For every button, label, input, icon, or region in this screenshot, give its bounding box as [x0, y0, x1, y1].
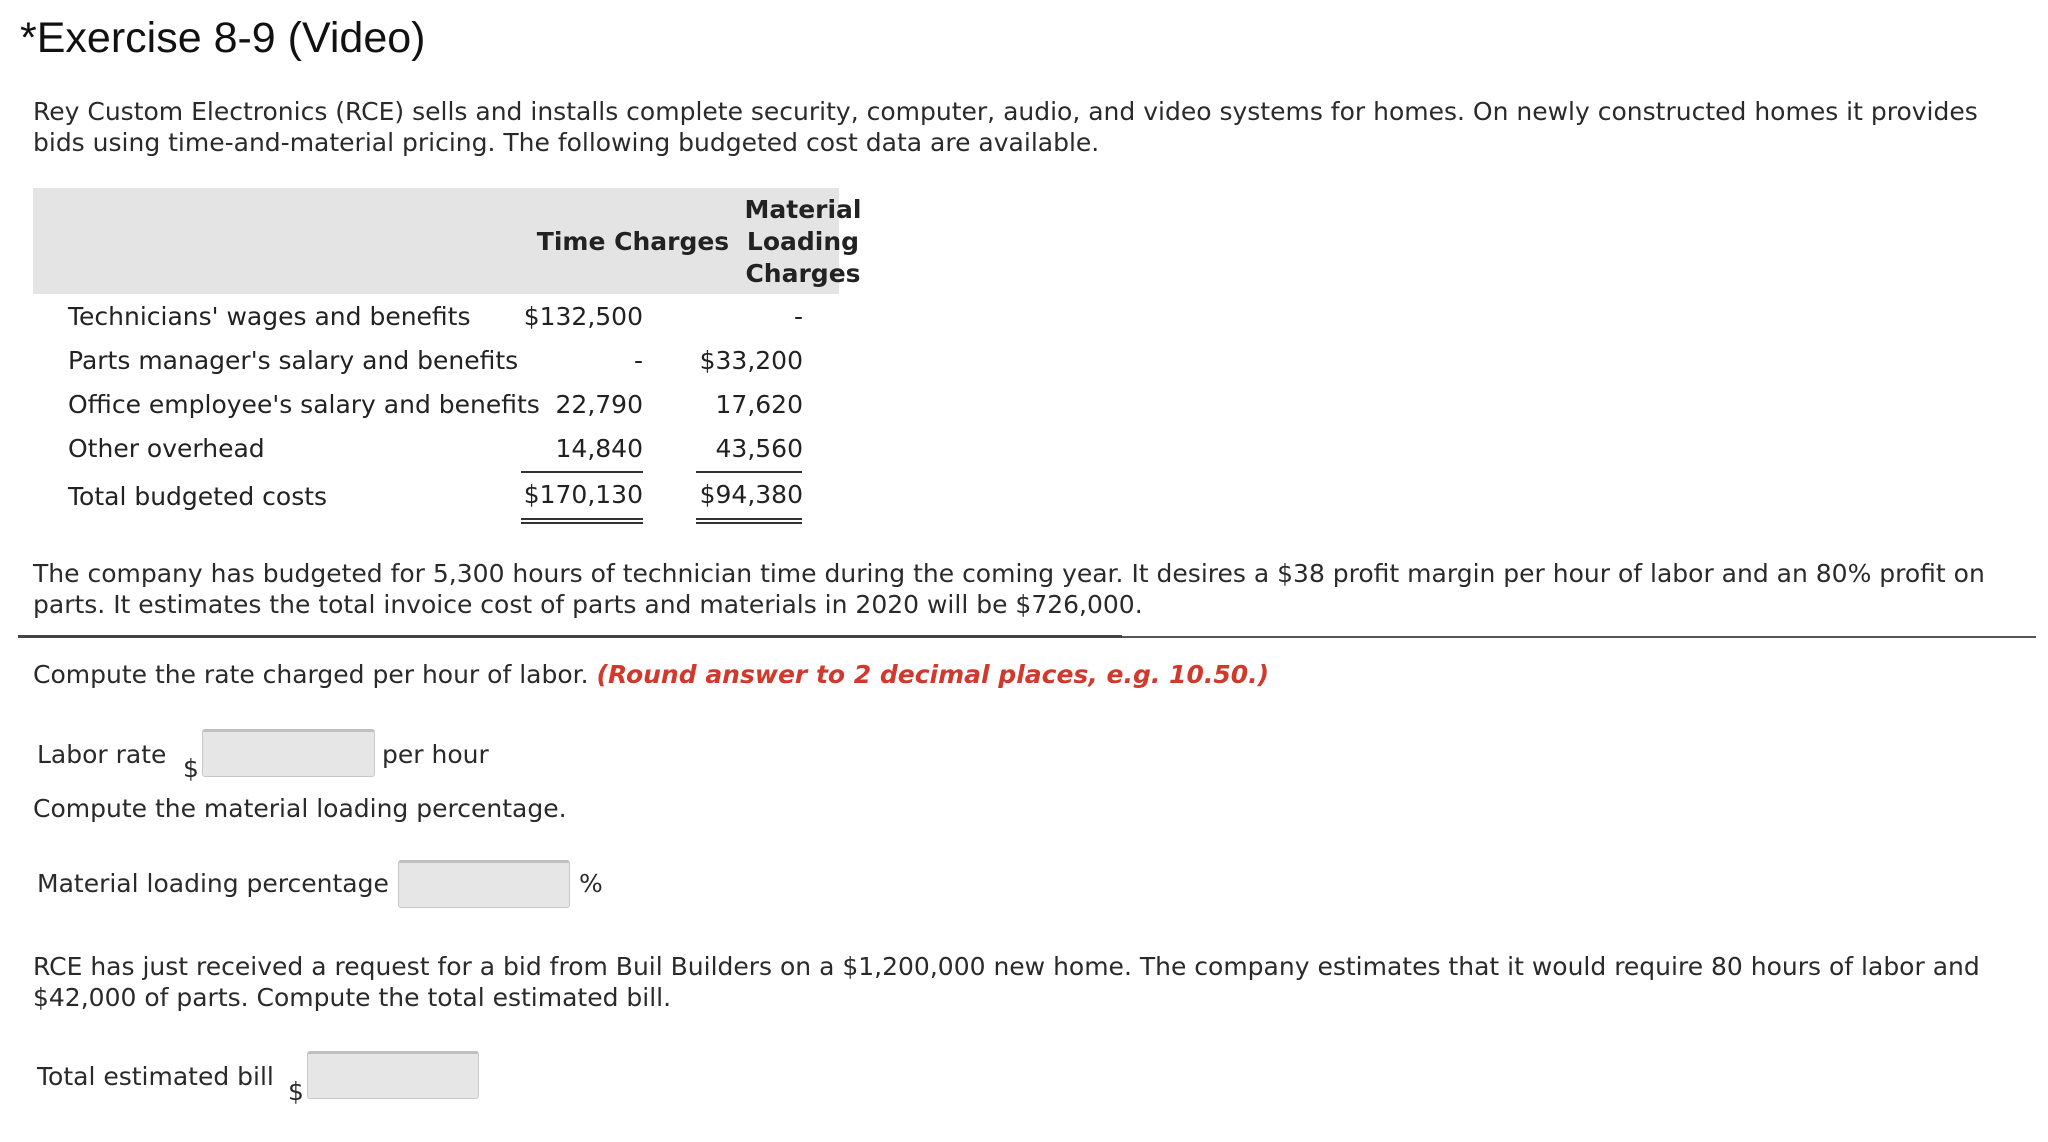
intro-paragraph: Rey Custom Electronics (RCE) sells and installs complete security, computer, audio, and video systems for homes. On newly constructed homes it provides bids using time-and-material pricing. The following budgeted cost data are available.	[33, 97, 1978, 157]
total-bill-label: Total estimated bill	[37, 1062, 274, 1091]
total-double-rule-time	[521, 518, 643, 524]
question-labor-rate	[33, 660, 1269, 689]
row-material-value: $33,200	[699, 346, 803, 375]
total-double-rule-material	[696, 518, 802, 524]
material-loading-input[interactable]	[398, 860, 570, 908]
row-material-value: -	[793, 302, 803, 331]
exercise-title: *Exercise 8-9 (Video)	[20, 14, 426, 62]
header-time-charges: Time Charges	[536, 227, 730, 256]
row-time-value: -	[633, 346, 643, 375]
header-material-loading-charges: Material Loading Charges	[744, 195, 862, 288]
subtotal-rule-material	[696, 471, 802, 473]
labor-rate-input[interactable]	[202, 729, 375, 777]
total-material-value: $94,380	[699, 480, 803, 509]
budget-table	[33, 188, 862, 528]
row-material-value: 17,620	[715, 390, 803, 419]
row-time-value: $132,500	[523, 302, 643, 331]
material-loading-unit: %	[579, 869, 603, 898]
total-time-value: $170,130	[523, 480, 643, 509]
budget-paragraph: The company has budgeted for 5,300 hours of technician time during the coming year. It desires a $38 profit margin per hour of labor and an 80% profit on parts. It estimates the total invoice cost of parts and materials in 2020 will be $726,000.	[33, 559, 1985, 619]
row-material-value: 43,560	[715, 434, 803, 463]
total-bill-currency: $	[288, 1077, 304, 1106]
row-time-value: 22,790	[555, 390, 643, 419]
subtotal-rule-time	[521, 471, 643, 473]
section-divider	[1122, 636, 2036, 638]
row-label: Technicians' wages and benefits	[68, 302, 471, 331]
section-divider	[18, 635, 1122, 638]
row-label: Parts manager's salary and benefits	[68, 346, 519, 375]
question-text: Compute the rate charged per hour of labor.	[33, 660, 589, 689]
table-header-row	[33, 188, 862, 294]
labor-rate-currency: $	[183, 754, 199, 783]
question-material-loading: Compute the material loading percentage.	[33, 794, 567, 823]
row-time-value: 14,840	[555, 434, 643, 463]
bid-paragraph: RCE has just received a request for a bid from Buil Builders on a $1,200,000 new home. The company estimates that it would require 80 hours of labor and $42,000 of parts. Compute the total estimated bill.	[33, 952, 1980, 1012]
row-label: Other overhead	[68, 434, 265, 463]
total-label: Total budgeted costs	[68, 482, 328, 511]
total-bill-input[interactable]	[307, 1051, 479, 1099]
labor-rate-unit: per hour	[382, 740, 489, 769]
material-loading-label: Material loading percentage	[37, 869, 389, 898]
rounding-note: (Round answer to 2 decimal places, e.g. 10.50.)	[596, 660, 1270, 689]
labor-rate-label: Labor rate	[37, 740, 167, 769]
row-label: Office employee's salary and benefits	[68, 390, 540, 419]
